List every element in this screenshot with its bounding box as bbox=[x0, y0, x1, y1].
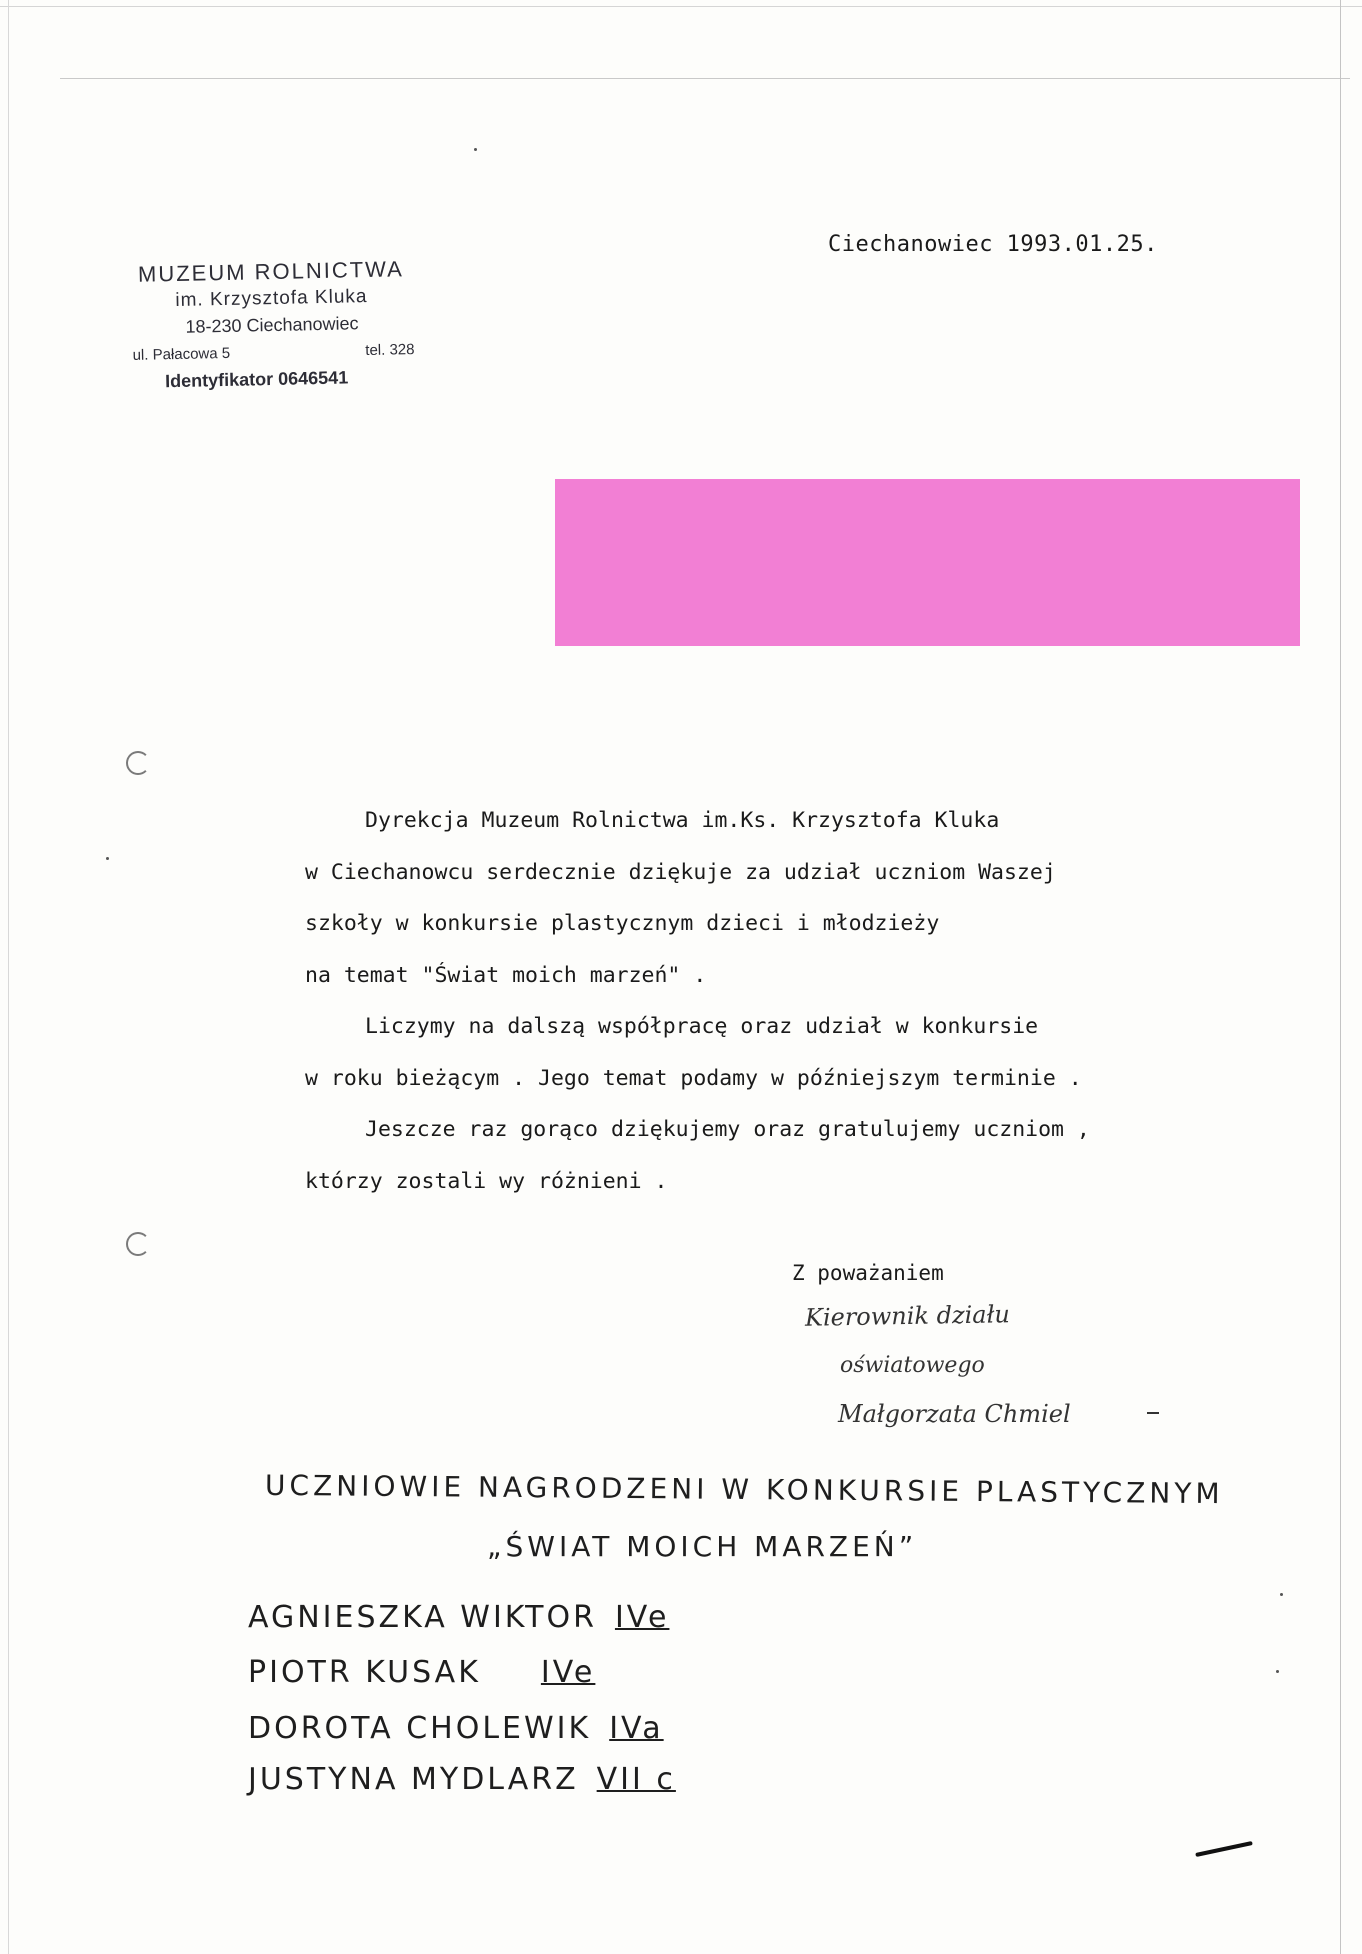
winner-name: PIOTR KUSAK bbox=[248, 1655, 481, 1690]
stamp-phone: tel. 328 bbox=[365, 341, 415, 360]
scan-edge-top bbox=[0, 6, 1362, 7]
closing-salutation: Z poważaniem bbox=[792, 1261, 944, 1285]
scan-speck bbox=[106, 857, 109, 860]
winner-class: IVa bbox=[609, 1711, 664, 1746]
letter-date: Ciechanowiec 1993.01.25. bbox=[828, 232, 1158, 257]
signature-line-2: oświatowego bbox=[840, 1353, 985, 1378]
winner-class: IVe bbox=[614, 1600, 670, 1635]
scan-speck bbox=[1280, 1593, 1283, 1596]
handwritten-title: UCZNIOWIE NAGRODZENI W KONKURSIE PLASTYCZNYM bbox=[264, 1468, 1224, 1511]
stamp-line-3: 18-230 Ciechanowiec bbox=[185, 313, 359, 337]
handwritten-subtitle: „ŚWIAT MOICH MARZEŃ” bbox=[487, 1530, 918, 1563]
punch-hole-top bbox=[126, 751, 150, 775]
signature-tick bbox=[1147, 1412, 1159, 1414]
body-line: w Ciechanowcu serdecznie dziękuje za udział uczniom Waszej bbox=[305, 859, 1056, 885]
body-line: w roku bieżącym . Jego temat podamy w późniejszym terminie . bbox=[305, 1065, 1082, 1091]
body-line: Dyrekcja Muzeum Rolnictwa im.Ks. Krzysztofa Kluka bbox=[365, 808, 1000, 833]
winner-class: IVe bbox=[540, 1655, 596, 1690]
pen-stroke-mark bbox=[1195, 1841, 1253, 1857]
scan-speck bbox=[1276, 1670, 1279, 1673]
stamp-line-2: im. Krzysztofa Kluka bbox=[175, 285, 368, 312]
scan-speck bbox=[474, 148, 477, 151]
body-line: Liczymy na dalszą współpracę oraz udział w konkursie bbox=[365, 1014, 1039, 1039]
body-line: szkoły w konkursie plastycznym dzieci i młodzieży bbox=[305, 911, 940, 936]
winner-row bbox=[248, 1762, 676, 1797]
stamp-line-1: MUZEUM ROLNICTWA bbox=[137, 256, 405, 287]
museum-stamp bbox=[111, 255, 434, 397]
signature-line-1: Kierownik działu bbox=[804, 1300, 1011, 1332]
paper-edge-top bbox=[60, 78, 1350, 79]
winner-row bbox=[248, 1600, 669, 1635]
body-line: którzy zostali wy różnieni . bbox=[305, 1168, 668, 1194]
winner-name: DOROTA CHOLEWIK bbox=[248, 1711, 592, 1746]
winner-class: VII c bbox=[596, 1762, 676, 1797]
winner-row bbox=[248, 1655, 595, 1690]
scan-edge-left bbox=[8, 0, 9, 1954]
stamp-address: ul. Pałacowa 5 bbox=[132, 344, 231, 364]
winner-name: AGNIESZKA WIKTOR bbox=[248, 1600, 597, 1635]
stamp-identifier: Identyfikator 0646541 bbox=[164, 367, 349, 392]
winner-row bbox=[248, 1711, 664, 1746]
paper-edge-right bbox=[1340, 0, 1341, 1954]
signature-line-3: Małgorzata Chmiel bbox=[838, 1400, 1071, 1428]
letter-body bbox=[305, 795, 1225, 1207]
redaction-block bbox=[555, 479, 1300, 646]
body-line: na temat "Świat moich marzeń" . bbox=[305, 962, 707, 988]
winner-name: JUSTYNA MYDLARZ bbox=[248, 1762, 579, 1797]
body-line: Jeszcze raz gorąco dziękujemy oraz gratulujemy uczniom , bbox=[365, 1117, 1090, 1142]
punch-hole-bottom bbox=[126, 1232, 150, 1256]
